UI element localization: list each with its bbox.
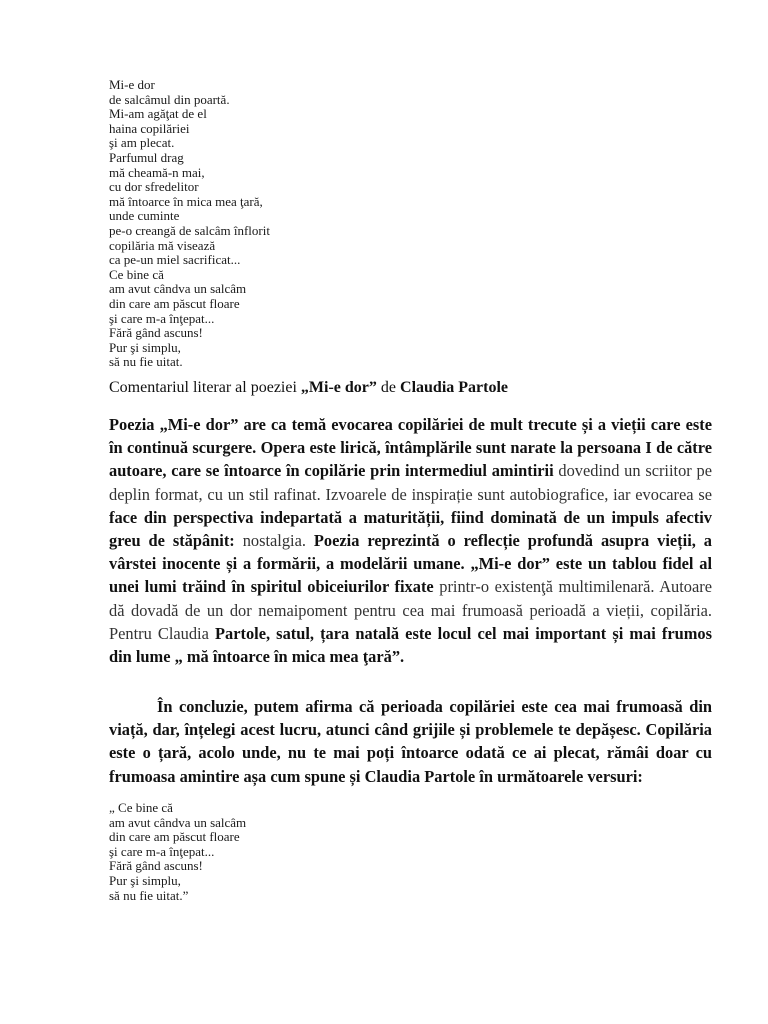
commentary-paragraph-1 (109, 413, 712, 668)
quote-line: să nu fie uitat.” (109, 887, 189, 903)
paragraph-segment: dovedind un scriitor pe deplin format, cu un stil rafinat. Izvoarele de inspirație sunt autobiografice, iar evocarea se (109, 461, 712, 504)
poem-line: am avut cândva un salcâm (109, 281, 247, 297)
paragraph-segment: Poezia reprezintă o reflecție profundă asupra vieții, a vârstei inocente și a formării, a modelării umane. „Mi-e dor” este un tablou fidel al unei lumi trăind în spiritul obiceiurilor fixate (109, 531, 712, 597)
commentary-title (109, 378, 729, 398)
poem-line: şi care m-a înţepat... (109, 310, 215, 326)
paragraph-segment: nostalgia. (234, 531, 306, 551)
poem-line: din care am păscut floare (109, 295, 240, 311)
poem-line: Mi-e dor (109, 77, 155, 92)
poem-line: Pur şi simplu, (109, 339, 181, 355)
poem-line: copilăria mă visează (109, 237, 216, 253)
poem-line: de salcâmul din poartă. (109, 91, 230, 107)
quoted-verses (109, 801, 409, 903)
poem-line: să nu fie uitat. (109, 354, 183, 370)
title-middle: de (376, 379, 401, 396)
poem-line: Mi-am agăţat de el (109, 106, 207, 122)
quote-line: „ Ce bine că (109, 800, 173, 815)
poem-line: şi am plecat. (109, 135, 175, 151)
paragraph-segment: printr-o existenţă multimilenară. Autoare dă dovadă de un dor nemaipoment pentru cea mai frumoasă perioadă a vieții, copilăria. Pentru Claudia (109, 577, 712, 643)
title-poem-name: „Mi-e dor” (300, 379, 377, 396)
poem-line: haina copilăriei (109, 120, 190, 136)
poem-line: pe-o creangă de salcâm înflorit (109, 222, 270, 238)
poem-line: Fără gând ascuns! (109, 325, 203, 341)
quote-line: şi care m-a înţepat... (109, 843, 215, 859)
quote-line: am avut cândva un salcâm (109, 814, 247, 830)
title-prefix: Comentariul literar al poeziei (109, 379, 301, 396)
quote-line: Fără gând ascuns! (109, 858, 203, 874)
paragraph-segment: face din perspectiva indepartată a maturității, fiind dominată de un impuls afectiv greu de stăpânit: (109, 507, 712, 551)
poem-line: unde cuminte (109, 208, 180, 224)
title-author: Claudia Partole (400, 379, 509, 396)
quote-line: din care am păscut floare (109, 829, 240, 845)
paragraph-segment: Poezia „Mi-e dor” are ca temă evocarea copilăriei de mult trecute și a vieții care este în continuă scurgere. Opera este lirică, întâmplările sunt narate la persoana I de către autoare, care se întoarce în copilărie prin intermediul amintirii (109, 415, 712, 481)
poem-block (109, 78, 409, 370)
poem-line: mă întoarce în mica mea ţară, (109, 193, 263, 209)
commentary-paragraph-2: În concluzie, putem afirma că perioada copilăriei este cea mai frumoasă din viață, dar, înțelegi acest lucru, atunci când grijile și problemele te depășesc. Copilăria este o țară, acolo unde, nu te mai poți întoarce odată ce ai plecat, rămâi doar cu frumoasa amintire așa cum spune și Claudia Partole în următoarele versuri: (109, 697, 712, 786)
poem-line: ca pe-un miel sacrificat... (109, 252, 241, 268)
quote-line: Pur şi simplu, (109, 872, 181, 888)
poem-line: Ce bine că (109, 266, 164, 282)
paragraph-segment: Partole, satul, țara natală este locul cel mai important și mai frumos din lume „ mă întoarce în mica mea ţară”. (109, 623, 712, 667)
poem-line: cu dor sfredelitor (109, 179, 199, 195)
poem-line: Parfumul drag (109, 149, 184, 165)
poem-line: mă cheamă-n mai, (109, 164, 205, 180)
